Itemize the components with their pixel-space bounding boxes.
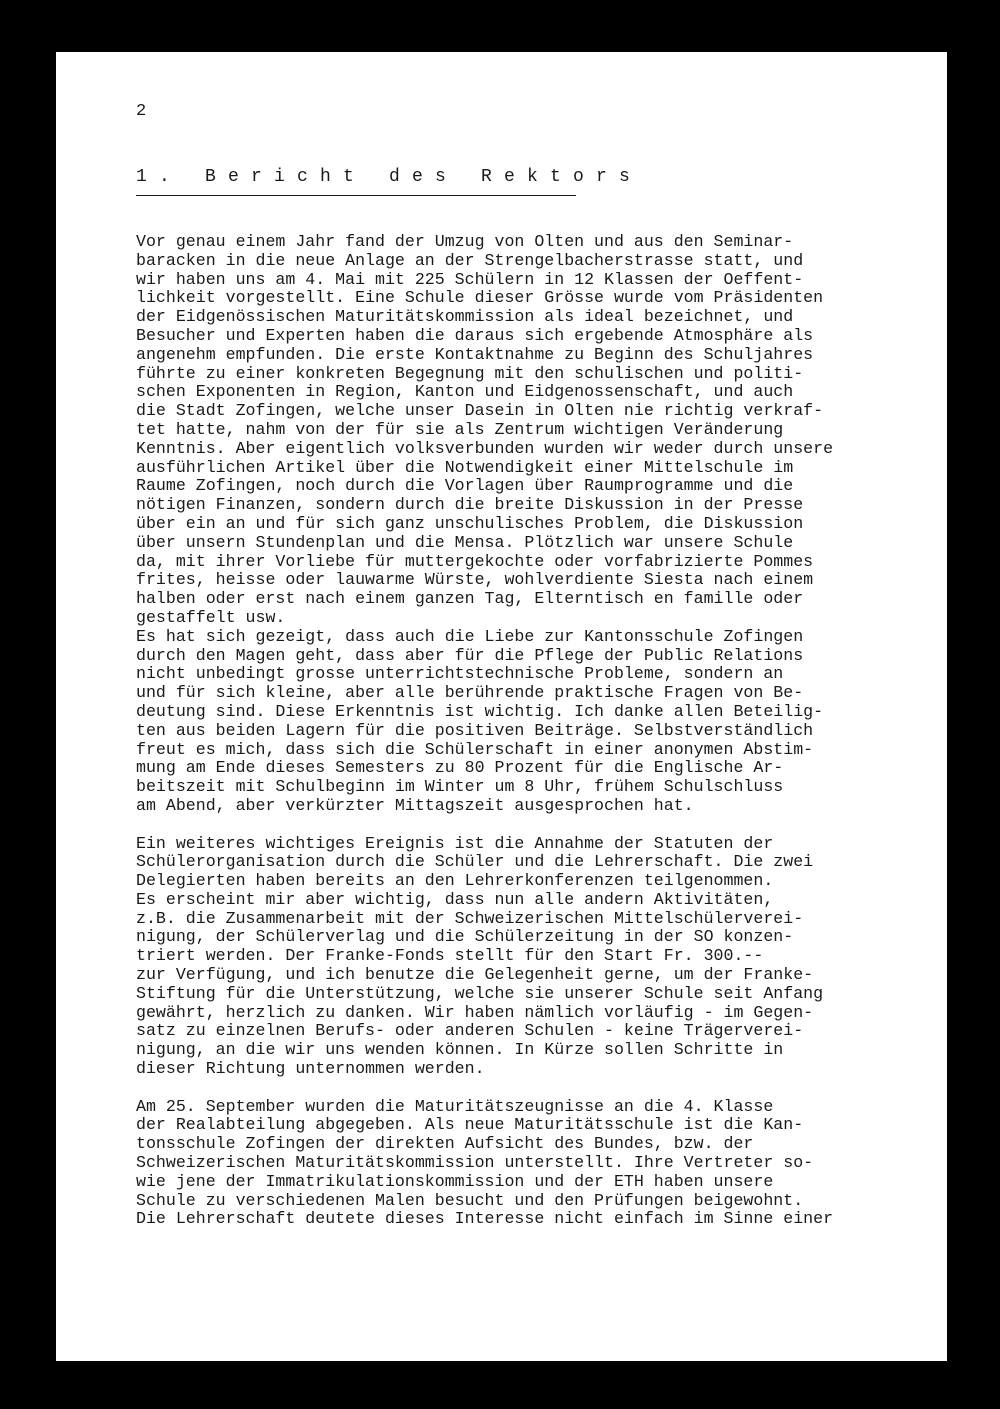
text-line: mung am Ende dieses Semesters zu 80 Prozent für die Englische Ar- [136,758,784,778]
text-line: Ein weiteres wichtiges Ereignis ist die Annahme der Statuten der [136,833,774,853]
page-number: 2 [136,102,147,121]
text-line: triert werden. Der Franke-Fonds stellt für den Start Fr. 300.-- [136,946,764,966]
text-line: gestaffelt usw. [136,607,286,627]
text-line: wir haben uns am 4. Mai mit 225 Schülern in 12 Klassen der Oeffent- [136,269,804,289]
section-heading: 1. Bericht des Rektors [136,167,643,187]
text-line: schen Exponenten in Region, Kanton und Eidgenossenschaft, und auch [136,382,794,402]
text-line: der Realabteilung abgegeben. Als neue Maturitätsschule ist die Kan- [136,1115,804,1135]
text-line: nötigen Finanzen, sondern durch die breite Diskussion in der Presse [136,495,804,515]
document-page [56,52,947,1361]
paragraph-gap [136,816,936,835]
text-line: beitszeit mit Schulbeginn im Winter um 8 Uhr, frühem Schulschluss [136,777,784,797]
text-line: Schweizerischen Maturitätskommission unterstellt. Ihre Vertreter so- [136,1153,814,1173]
text-line: tet hatte, nahm von der für sie als Zentrum wichtigen Veränderung [136,419,784,439]
text-line: halben oder erst nach einem ganzen Tag, Elterntisch en famille oder [136,589,804,609]
text-line: Die Lehrerschaft deutete dieses Interesse nicht einfach im Sinne einer [136,1209,834,1229]
text-line: freut es mich, dass sich die Schülerschaft in einer anonymen Abstim- [136,739,814,759]
paragraph-gap [136,1079,936,1098]
text-line: frites, heisse oder lauwarme Würste, wohlverdiente Siesta nach einem [136,570,814,590]
scan-border-right [947,0,1000,1409]
text-line: wie jene der Immatrikulationskommission und der ETH haben unsere [136,1171,774,1191]
text-line: satz zu einzelnen Berufs- oder anderen Schulen - keine Trägervereі- [136,1021,804,1041]
text-line: gewährt, herzlich zu danken. Wir haben nämlich vorläufig - im Gegen- [136,1002,814,1022]
text-line: Besucher und Experten haben die daraus sich ergebende Atmosphäre als [136,325,814,345]
text-line: zur Verfügung, und ich benutze die Gelegenheit gerne, um der Franke- [136,965,814,985]
text-line: Schülerorganisation durch die Schüler und die Lehrerschaft. Die zwei [136,852,814,872]
text-line: Es erscheint mir aber wichtig, dass nun alle andern Aktivitäten, [136,889,774,909]
text-line: führte zu einer konkreten Begegnung mit den schulischen und politi- [136,363,804,383]
text-line: durch den Magen geht, dass aber für die Pflege der Public Relations [136,645,804,665]
text-line: Stiftung für die Unterstützung, welche sie unserer Schule seit Anfang [136,983,824,1003]
text-line: der Eidgenössischen Maturitätskommission als ideal bezeichnet, und [136,307,794,327]
scan-border-top [0,0,1000,52]
text-line: und für sich kleine, aber alle berührende praktische Fragen von Be- [136,683,804,703]
text-line: nigung, der Schülerverlag und die Schülerzeitung in der SO konzen- [136,927,794,947]
text-line: da, mit ihrer Vorliebe für muttergekochte oder vorfabrizierte Pommes [136,551,814,571]
text-line: Kenntnis. Aber eigentlich volksverbunden wurden wir weder durch unsere [136,438,834,458]
text-line: ausführlichen Artikel über die Notwendigkeit einer Mittelschule im [136,457,794,477]
text-line: angenehm empfunden. Die erste Kontaktnahme zu Beginn des Schuljahres [136,344,814,364]
text-line: z.B. die Zusammenarbeit mit der Schweizerischen Mittelschülervereі- [136,908,804,928]
scan-border-bottom [0,1361,1000,1409]
text-line: tonsschule Zofingen der direkten Aufsicht des Bundes, bzw. der [136,1134,754,1154]
text-line: nigung, an die wir uns wenden können. In Kürze sollen Schritte in [136,1040,784,1060]
text-line: Es hat sich gezeigt, dass auch die Liebe zur Kantonsschule Zofingen [136,626,804,646]
scan-border-left [0,0,56,1409]
text-line: dieser Richtung unternommen werden. [136,1059,485,1079]
text-line: Am 25. September wurden die Maturitätszeugnisse an die 4. Klasse [136,1096,774,1116]
body-text [136,233,936,1229]
text-line: Delegierten haben bereits an den Lehrerkonferenzen teilgenommen. [136,871,774,891]
text-line: Vor genau einem Jahr fand der Umzug von Olten und aus den Seminar- [136,232,794,251]
text-line: baracken in die neue Anlage an der Strengelbacherstrasse statt, und [136,250,804,270]
text-line: Schule zu verschiedenen Malen besucht und den Prüfungen beigewohnt. [136,1190,804,1210]
text-line: über ein an und für sich ganz unschulisches Problem, die Diskussion [136,513,804,533]
heading-underline [136,195,576,196]
text-line: die Stadt Zofingen, welche unser Dasein in Olten nie richtig verkraf- [136,401,824,421]
text-line: ten aus beiden Lagern für die positiven Beiträge. Selbstverständlich [136,720,814,740]
text-line: über unsern Stundenplan und die Mensa. Plötzlich war unsere Schule [136,532,794,552]
text-line: deutung sind. Diese Erkenntnis ist wichtig. Ich danke allen Beteilig- [136,701,824,721]
text-line: am Abend, aber verkürzter Mittagszeit ausgesprochen hat. [136,795,694,815]
text-line: Raume Zofingen, noch durch die Vorlagen über Raumprogramme und die [136,476,794,496]
text-line: nicht unbedingt grosse unterrichtstechnische Probleme, sondern an [136,664,784,684]
text-line: lichkeit vorgestellt. Eine Schule dieser Grösse wurde vom Präsidenten [136,288,824,308]
